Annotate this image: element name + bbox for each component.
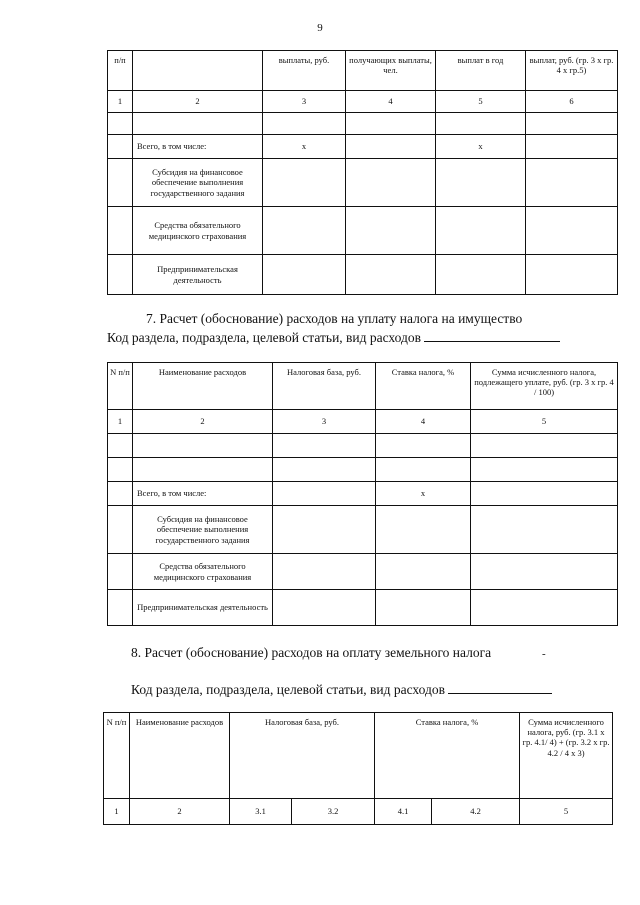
column-number: 6 (526, 91, 618, 113)
table-row (108, 113, 618, 135)
column-header: Ставка налога, % (376, 363, 471, 410)
table-cell (108, 554, 133, 590)
column-number: 3 (263, 91, 346, 113)
table-cell (346, 255, 436, 295)
table-row (108, 458, 618, 482)
x-mark: х (376, 482, 471, 506)
table-row (108, 255, 618, 295)
column-number: 5 (436, 91, 526, 113)
table-cell (471, 506, 618, 554)
table-cell (346, 135, 436, 159)
column-header: выплат, руб. (гр. 3 х гр. 4 х гр.5) (526, 51, 618, 91)
table-cell (108, 482, 133, 506)
blank-line (448, 681, 552, 694)
table-cell (346, 113, 436, 135)
table-row (108, 159, 618, 207)
column-number: 1 (108, 91, 133, 113)
x-mark: х (436, 135, 526, 159)
table-cell (526, 135, 618, 159)
column-number: 4 (376, 410, 471, 434)
column-number: 2 (133, 410, 273, 434)
blank-line (424, 329, 560, 342)
column-number-row (108, 91, 618, 113)
column-header: Наименование расходов (133, 363, 273, 410)
column-number: 3 (273, 410, 376, 434)
column-number: 5 (471, 410, 618, 434)
column-header: п/п (108, 51, 133, 91)
table-row (108, 434, 618, 458)
column-header: Сумма исчисленного налога, подлежащего уплате, руб. (гр. 3 х гр. 4 / 100) (471, 363, 618, 410)
x-mark: х (263, 135, 346, 159)
table-cell (526, 207, 618, 255)
column-header: Налоговая база, руб. (230, 713, 375, 799)
table-cell (133, 458, 273, 482)
table-cell (273, 590, 376, 626)
row-label: Предпринимательская деятельность (133, 590, 273, 626)
table-cell (263, 207, 346, 255)
column-number: 4.1 (375, 799, 432, 825)
column-header: N п/п (104, 713, 130, 799)
column-header: Ставка налога, % (375, 713, 520, 799)
table-cell (108, 135, 133, 159)
column-header: Наименование расходов (130, 713, 230, 799)
table-cell (273, 458, 376, 482)
table-row (108, 135, 618, 159)
table-cell (263, 113, 346, 135)
row-label: Субсидия на финансовое обеспечение выполнения государственного задания (133, 159, 263, 207)
table-row (108, 506, 618, 554)
dash-mark: - (542, 648, 546, 660)
column-number: 5 (520, 799, 613, 825)
table-cell (471, 458, 618, 482)
table-header-row (104, 713, 613, 799)
column-header: N п/п (108, 363, 133, 410)
section-7-title: 7. Расчет (обоснование) расходов на уплату налога на имущество (146, 311, 523, 326)
property-tax-table (107, 362, 618, 626)
column-number: 4.2 (432, 799, 520, 825)
row-label: Средства обязательного медицинского страхования (133, 207, 263, 255)
code-line-label: Код раздела, подраздела, целевой статьи, вид расходов (107, 330, 422, 345)
table-header-row (108, 363, 618, 410)
table-row (108, 207, 618, 255)
column-number: 2 (133, 91, 263, 113)
table-cell (133, 434, 273, 458)
table-cell (471, 590, 618, 626)
payments-table (107, 50, 618, 295)
code-line-label: Код раздела, подраздела, целевой статьи, вид расходов (131, 682, 446, 697)
total-label: Всего, в том числе: (133, 482, 273, 506)
column-header (133, 51, 263, 91)
table-cell (108, 159, 133, 207)
table-row (108, 590, 618, 626)
table-cell (376, 506, 471, 554)
row-label: Субсидия на финансовое обеспечение выполнения государственного задания (133, 506, 273, 554)
column-number-row (104, 799, 613, 825)
section-7-code-line (107, 329, 560, 346)
table-cell (133, 113, 263, 135)
table-header-row (108, 51, 618, 91)
table-cell (436, 255, 526, 295)
table-cell (108, 207, 133, 255)
table-cell (273, 482, 376, 506)
section-8-code-line (131, 681, 552, 698)
row-label: Средства обязательного медицинского страхования (133, 554, 273, 590)
total-label: Всего, в том числе: (133, 135, 263, 159)
table-cell (263, 255, 346, 295)
table-row (108, 482, 618, 506)
table-cell (273, 506, 376, 554)
table-cell (108, 113, 133, 135)
column-header: выплаты, руб. (263, 51, 346, 91)
column-number: 1 (104, 799, 130, 825)
table-cell (346, 207, 436, 255)
table-cell (346, 159, 436, 207)
table-cell (108, 458, 133, 482)
column-header: Сумма исчисленного налога, руб. (гр. 3.1 х гр. 4.1/ 4) + (гр. 3.2 х гр. 4.2 / 4 х 3) (520, 713, 613, 799)
table-cell (526, 159, 618, 207)
table-cell (108, 434, 133, 458)
column-number: 4 (346, 91, 436, 113)
table-cell (376, 554, 471, 590)
table-cell (376, 590, 471, 626)
table-cell (108, 506, 133, 554)
column-number: 3.2 (292, 799, 375, 825)
section-8-title: 8. Расчет (обоснование) расходов на оплату земельного налога (131, 645, 492, 660)
table-cell (376, 434, 471, 458)
column-number: 3.1 (230, 799, 292, 825)
table-cell (526, 255, 618, 295)
table-cell (108, 255, 133, 295)
table-cell (471, 554, 618, 590)
table-cell (526, 113, 618, 135)
land-tax-table (103, 712, 613, 825)
table-cell (471, 434, 618, 458)
column-number: 1 (108, 410, 133, 434)
column-number-row (108, 410, 618, 434)
page-number: 9 (317, 22, 323, 34)
table-cell (436, 207, 526, 255)
table-cell (436, 113, 526, 135)
column-number: 2 (130, 799, 230, 825)
row-label: Предпринимательская деятельность (133, 255, 263, 295)
table-cell (273, 554, 376, 590)
table-cell (471, 482, 618, 506)
column-header: получающих выплаты, чел. (346, 51, 436, 91)
column-header: выплат в год (436, 51, 526, 91)
table-cell (263, 159, 346, 207)
column-header: Налоговая база, руб. (273, 363, 376, 410)
table-cell (376, 458, 471, 482)
table-row (108, 554, 618, 590)
table-cell (273, 434, 376, 458)
table-cell (436, 159, 526, 207)
table-cell (108, 590, 133, 626)
